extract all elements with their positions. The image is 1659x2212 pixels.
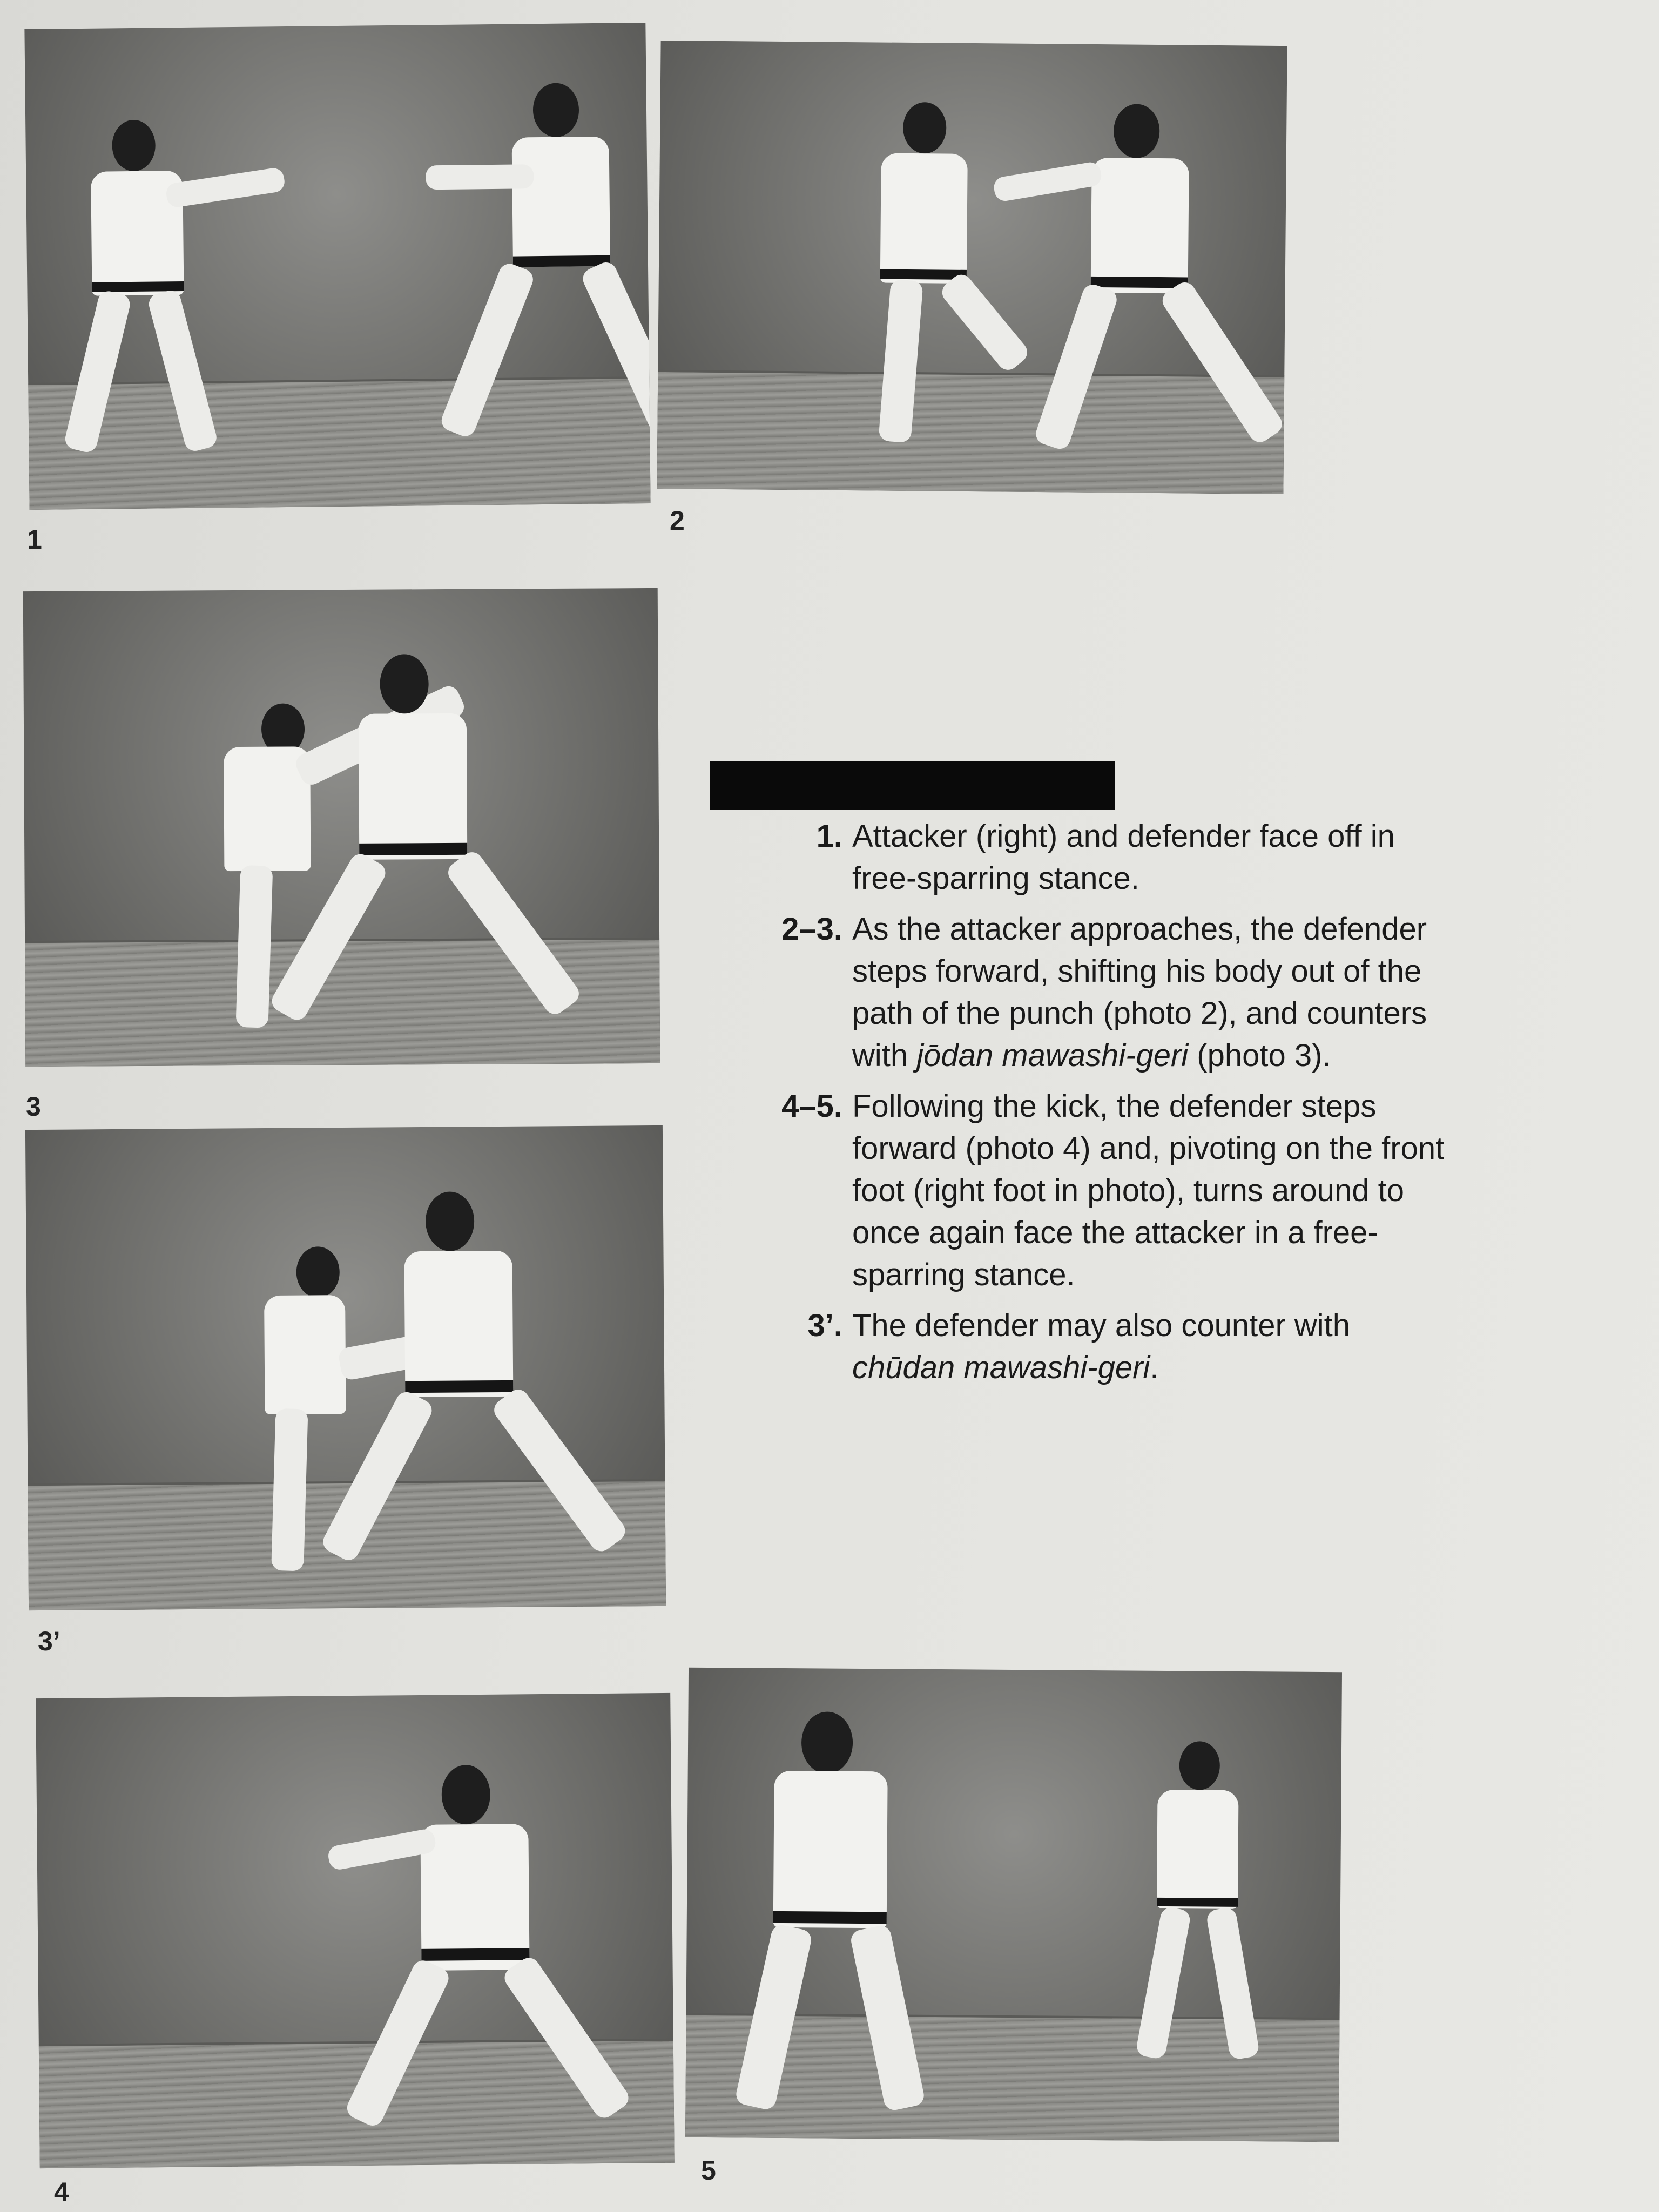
photo-4	[36, 1693, 675, 2168]
photo-1	[24, 23, 650, 510]
step-number: 1.	[816, 819, 842, 854]
karateka-receiving	[293, 653, 544, 1043]
photo-3	[23, 588, 660, 1067]
redacted-heading	[710, 761, 1115, 810]
step-item	[751, 1305, 1447, 1389]
photo-5-caption: 5	[701, 2155, 716, 2186]
step-item	[751, 908, 1447, 1077]
photo-1-caption: 1	[27, 524, 42, 555]
karateka-right	[435, 82, 633, 451]
step-item	[751, 1085, 1447, 1296]
karateka-attacker	[981, 103, 1211, 461]
karateka-pivoting	[339, 1764, 590, 2144]
photo-2-caption: 2	[670, 505, 685, 536]
instruction-list	[751, 815, 1447, 1398]
step-number: 3’.	[807, 1308, 842, 1343]
karateka-left	[74, 119, 239, 455]
karateka-receiving-middle	[345, 1191, 596, 1581]
photo-2	[657, 41, 1287, 494]
step-text: The defender may also counter with chūdan mawashi-geri.	[852, 1308, 1351, 1385]
karateka-defender	[857, 102, 1001, 448]
photo-5	[685, 1668, 1342, 2142]
step-text: Attacker (right) and defender face off in free-sparring stance.	[852, 819, 1395, 896]
karateka-facing	[1134, 1741, 1266, 2077]
karateka-back-view	[729, 1711, 926, 2122]
photo-4-caption: 4	[54, 2177, 69, 2207]
step-text: Following the kick, the defender steps forward (photo 4) and, pivoting on the front foot (right foot in photo), turns around to once again face the attacker in a free-sparring stance.	[852, 1089, 1445, 1292]
photo-3-prime	[25, 1125, 666, 1610]
step-text: As the attacker approaches, the defender steps forward, shifting his body out of the path of the punch (photo 2), and counters with jōdan mawashi-geri (photo 3).	[852, 912, 1427, 1073]
photo-3-prime-caption: 3’	[38, 1626, 60, 1656]
photo-3-caption: 3	[26, 1091, 41, 1122]
step-number: 2–3.	[781, 912, 842, 947]
step-number: 4–5.	[781, 1089, 842, 1124]
step-item	[751, 815, 1447, 900]
